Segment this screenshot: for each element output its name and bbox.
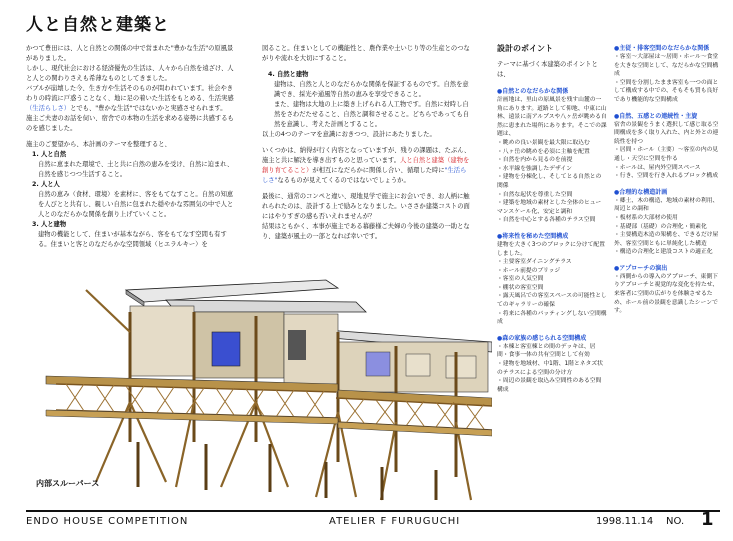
interior-wall bbox=[130, 306, 194, 376]
theme-heading-4: 4. 自然と建物 bbox=[268, 71, 309, 78]
paragraph: また、建物は大地の上に築き上げられる人工物です。自然に対時し自然をさわだたせること、自然と調和させること。どちらであっても自然を意識し、考えた計画とすること。 bbox=[274, 101, 470, 128]
design-point-section bbox=[497, 87, 607, 225]
design-points-title: 設計のポイント bbox=[497, 44, 553, 53]
right-window bbox=[366, 352, 390, 376]
design-point-body: ・郷土、木の構造、地域の素材の利用、周辺との調和 ・板材系の大部材の使用 ・基礎部（基礎）の合理化・簡素化 ・主要構造木造の架構を、できるだけ屋外、客室空間ともに単純化した構造 ・構造の合理化と建設コストの適正化 bbox=[614, 197, 719, 256]
design-point-section bbox=[614, 44, 720, 105]
design-points-column-2 bbox=[614, 44, 720, 316]
concept-column-2 bbox=[262, 44, 472, 242]
text-span: バブルが崩壊した今、生き方や生活そのものが問われています。社会やきわりの時流に戸惑うことなく、地に足の着いた生活をもとめる、生活実感 bbox=[26, 85, 234, 102]
sheet-number: 1 bbox=[701, 509, 714, 530]
text-span: が相互になだらかに関係し合い、循環した時に bbox=[312, 167, 445, 174]
right-window bbox=[406, 354, 430, 376]
paragraph: 結果はともかく、本事が施主である幕藤様ご夫婦の今後の建築の一助となり、建築が風土の一部となれば幸いです。 bbox=[262, 223, 470, 240]
highlight-text: （生活らしさ） bbox=[26, 105, 71, 112]
design-point-body: ・西側からの導入のアプローチ、東側下りアプローチと視覚的な変化を持たせ、来客者に空間の広がりを体験させるため、ホール前の景観を意識したシーンです。 bbox=[614, 273, 719, 315]
intro-paragraph: かつて豊田には、人と自然との関係の中で営まれた"豊かな生活"の原風景がありました。 bbox=[26, 45, 234, 62]
deck-fascia-right bbox=[338, 422, 492, 436]
paragraph bbox=[26, 84, 236, 114]
highlight-text: 人と自然と建築（建物を創り育てること） bbox=[262, 157, 470, 174]
design-point-body: 宿舎の景観をうまく選択して感じ取る空間構成を多く取り入れた、内と外との連続性を持つ ・居間・ホール（主要）〜客室の内の見通し・天空に空間を作る ・ホールは、屋内外空間スペース ・行き、空間を行き入れるブロック構成 bbox=[614, 121, 719, 180]
paragraph: 最後に、通常のコンペと違い、現地見学で施主にお会いでき、お人柄に触れられたのは、設計する上で励みとなりました。いささか建築コストの面にはやりすぎの感も否いえれませんが？ bbox=[262, 193, 470, 220]
highlight-text: "生活らしさ" bbox=[262, 167, 467, 184]
page-title: 人と自然と建築と bbox=[26, 15, 170, 35]
text-span: とでも、"豊かな生活"ではないかと実感させられます。 bbox=[70, 105, 227, 112]
drawing-caption: 内部スルーパース bbox=[36, 479, 100, 488]
design-point-body: 計画地は、里山の原風景を残す山麓の一角にあります。道路として仰地、中東に山林、遠景に南アルプスや八ヶ岳が眺める自然に恵まれた場所にあります。そこでの課題は、 ・眺めの良い景観を最大限に取込む ・八ヶ岳の眺めを必須に主軸を配置 ・自然を内から見るのを前提 ・水平線を強調したデザイン ・建物を分棟化し、そしてとる自然との関係 ・自然な起伏を尊重した空間 ・建築を地域の素材とした全体のヒューマンスケール化、安定と調和 ・自然を中心とする各種のテラス空間 bbox=[497, 97, 607, 224]
design-point-section bbox=[614, 112, 720, 181]
roof-middle bbox=[166, 300, 366, 312]
concept-column-1 bbox=[26, 44, 236, 250]
theme-heading-1: 1. 人と自然 bbox=[32, 151, 67, 158]
design-point-heading: ●将来性を秘めた空間構成 bbox=[497, 232, 569, 240]
theme-body-3: 建物の機能として、住まいが基本ながら、客をもてなす空間も有する。住まいと客とのなだらかな空間領域（ヒエラルキー）を bbox=[38, 231, 227, 248]
paragraph: 施主ご夫妻のお話を伺い、宿舎での本物の生活を求める姿勢に共感するものを感じました。 bbox=[26, 115, 234, 132]
design-point-heading: ●自然、五感との連続性・主旋 bbox=[614, 112, 698, 120]
competition-name: ENDO HOUSE COMPETITION bbox=[26, 516, 189, 527]
text-span: いくつかは、納得が行く内容となっていますが、残りの課題は、たぶん、施主と共に解決を導き出すものと思っています。 bbox=[262, 147, 471, 164]
paragraph: 施主のご要望から、本計画のテーマを整理すると、 bbox=[26, 141, 171, 148]
design-point-heading: ●自然とのなだらかな関係 bbox=[497, 88, 569, 95]
design-point-section bbox=[614, 188, 720, 257]
design-point-heading: ●主従・排客空間のなだらかな関係 bbox=[614, 45, 710, 52]
design-points-intro: テーマに基づく本建築のポイントとは、 bbox=[497, 61, 598, 78]
architect-name: ATELIER F FURUGUCHI bbox=[329, 516, 461, 527]
opening-dark bbox=[288, 330, 306, 360]
footer-bar bbox=[26, 510, 720, 532]
text-span: なるものが見えてくるのではないでしょうか。 bbox=[277, 177, 410, 184]
theme-body-4: 建物は、自然と人とのなだらかな関係を保証するものです。自然を意識でき、採光や通風等自然の恵みを享受できること。 bbox=[274, 81, 469, 98]
design-point-heading: ●合理的な構造計画 bbox=[614, 188, 668, 196]
design-point-heading: ●森の家族の感じられる空間構成 bbox=[497, 334, 587, 342]
design-point-body: 建物を大きく3つのブロックに分けて配置しました。 ・主要客室ダイニングテラス ・ホール前提のブリッジ ・客室の人気空間 ・棚状の客室空間 ・露天風呂での客室スペースの可能性としてのギャラリーの確保 ・将来に各種のパッティングしない空間構成 bbox=[497, 241, 607, 326]
design-point-section bbox=[497, 232, 607, 327]
paragraph: しかし、現代社会における経済優先の生活は、人々から自然を遠ざけ、人と人との関わりさえも希薄なものとしてきました。 bbox=[26, 65, 234, 82]
paragraph bbox=[262, 146, 472, 186]
design-point-heading: ●アプローチの演出 bbox=[614, 264, 668, 272]
interior-perspective-drawing bbox=[26, 272, 492, 508]
footer-rule bbox=[26, 510, 720, 512]
design-point-section bbox=[497, 334, 607, 395]
theme-heading-2: 2. 人と人 bbox=[32, 181, 60, 188]
paragraph: 以上の4つのテーマを意識におきつつ、設計にあたりました。 bbox=[262, 131, 436, 138]
right-window bbox=[446, 356, 476, 378]
roof-left bbox=[126, 280, 338, 302]
paragraph: 図ること。住まいとしての機能性と、農作業や土いじり等の生産とのつながりや流れを大切にすること。 bbox=[262, 45, 470, 62]
theme-heading-3: 3. 人と建物 bbox=[32, 221, 67, 228]
theme-body-2: 自然の恵み（食材、環境）を素材に、客をもてなすこと。自然の知恵を人びとと共有し、親しい自然に包まれた穏やかな雰囲気の中で人と人とのなだらかな関係を創り上げていくこと。 bbox=[38, 191, 234, 218]
sheet-date: 1998.11.14 bbox=[596, 516, 654, 527]
theme-body-1: 自然に恵まれた環境で、土と共に自然の恵みを受け、自然に迫まれ、自然を感じつつ生活すること。 bbox=[38, 161, 234, 178]
window-blue bbox=[212, 332, 240, 366]
design-point-body: ・客室〜大部屋は〜居間・ホール〜食堂を大きな空間として、なだらかな空間構成 ・空間を分割したまま客室も一つの面として構成する中での、そもそも質も良好であり機能的な空間構成 bbox=[614, 54, 719, 103]
sheet-number-label: NO. bbox=[666, 516, 685, 527]
design-points-column bbox=[497, 44, 607, 394]
design-point-body: ・本棟と客室棟との間のデッキは、居間・食事一体の共有空間として有効 ・建物を地域材、中1階、1階とネタズ状のテラスによる空間の分け方 ・周辺の景観を取込み空間性のある空間構成 bbox=[497, 343, 603, 393]
design-point-section bbox=[614, 264, 720, 316]
